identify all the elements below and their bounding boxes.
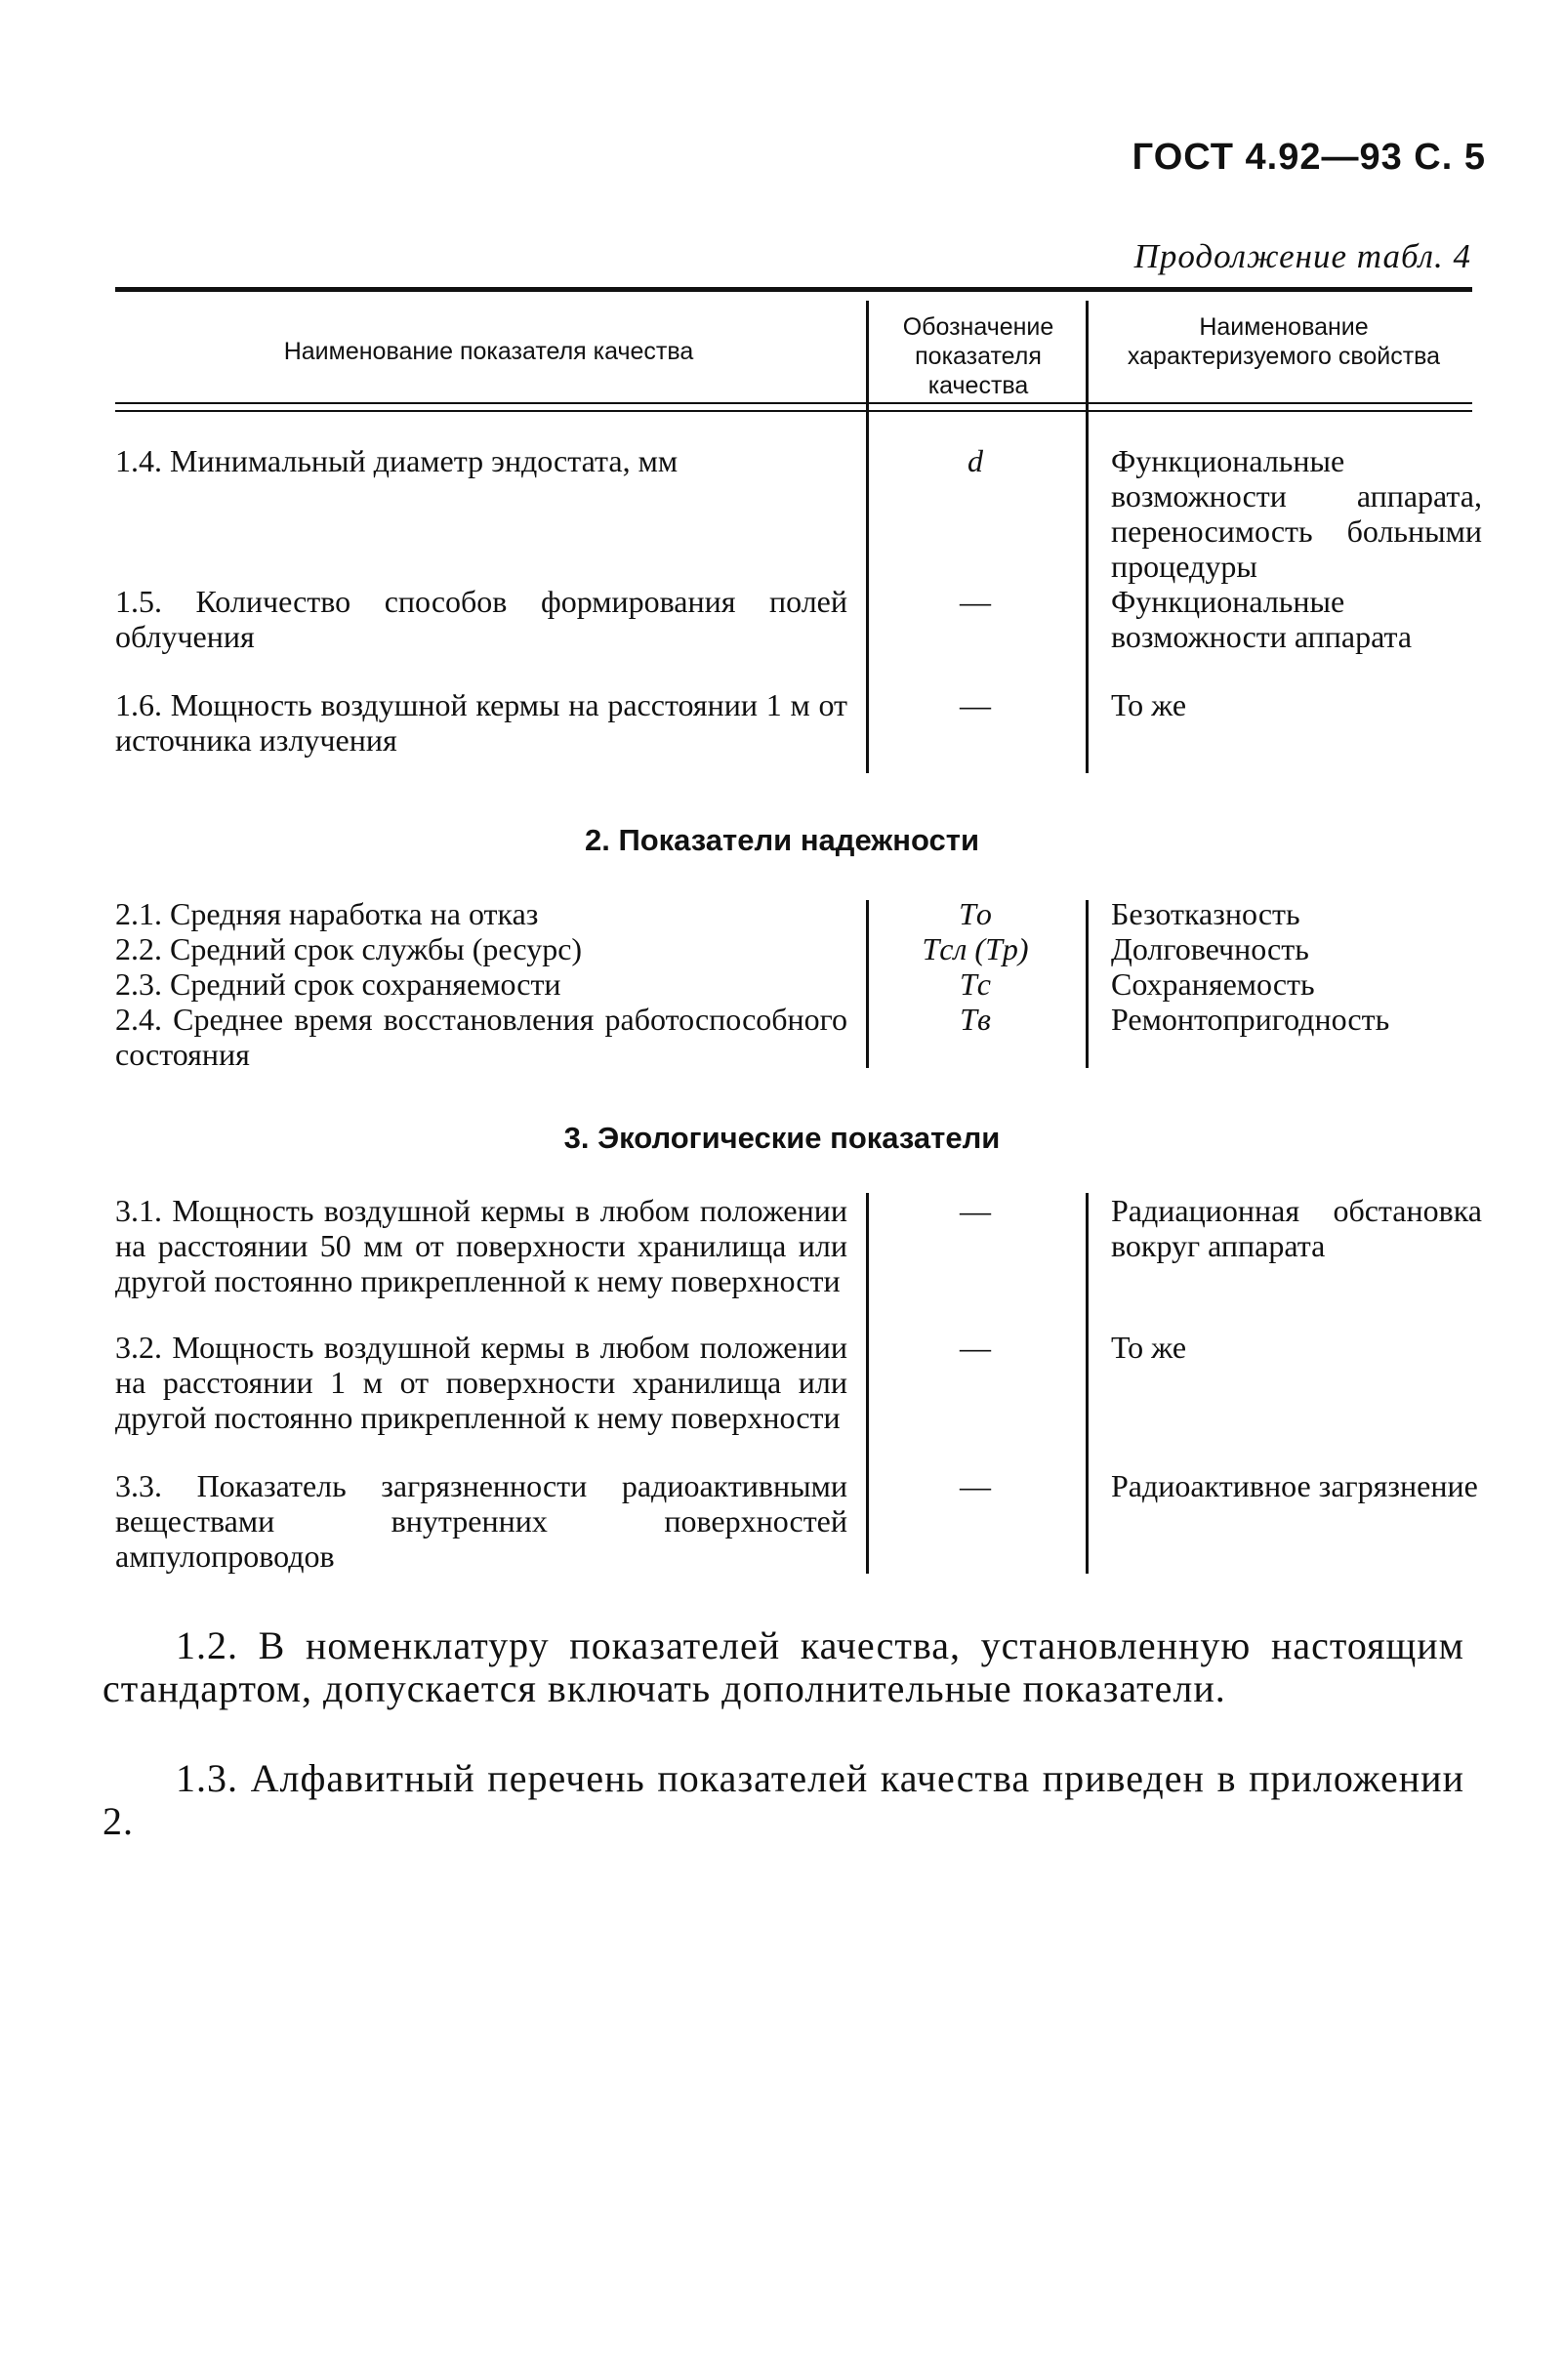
table-top-rule bbox=[115, 287, 1472, 292]
table-row-name: 3.3. Показатель загрязненности радиоактивными веществами внутренних поверхностей ампулопроводов bbox=[115, 1468, 847, 1574]
table-row-name: 2.2. Средний срок службы (ресурс) bbox=[115, 931, 583, 966]
column-header-symbol: Обозначение показателя качества bbox=[902, 313, 1054, 399]
section-title: 2. Показатели надежности bbox=[584, 823, 980, 857]
table-row-name: 1.4. Минимальный диаметр эндостата, мм bbox=[115, 443, 679, 478]
table-row-symbol: Tс bbox=[960, 966, 991, 1002]
table-row-symbol: Tо bbox=[959, 896, 992, 931]
table-row-property: Функциональные возможности аппарата, переносимость больными процедуры bbox=[1111, 443, 1482, 584]
table-row-name: 2.4. Среднее время восстановления работоспособного состояния bbox=[115, 1002, 847, 1072]
page-header: ГОСТ 4.92—93 С. 5 bbox=[1132, 137, 1486, 178]
column-divider bbox=[1086, 1193, 1089, 1574]
table-row-symbol: — bbox=[960, 1468, 991, 1503]
table-row-name: 1.6. Мощность воздушной кермы на расстоянии 1 м от источника излучения bbox=[115, 687, 847, 758]
table-row-name: 2.3. Средний срок сохраняемости bbox=[115, 966, 561, 1002]
table-row-symbol: Tв bbox=[960, 1002, 991, 1037]
table-row-name: 1.5. Количество способов формирования полей облучения bbox=[115, 584, 847, 654]
table-row-property: Функциональные возможности аппарата bbox=[1111, 584, 1413, 654]
table-row-property: Радиоактивное загрязнение bbox=[1111, 1468, 1478, 1503]
paragraph: 1.3. Алфавитный перечень показателей качества приведен в приложении 2. bbox=[103, 1756, 1464, 1843]
header-rule bbox=[115, 402, 1472, 404]
table-row-symbol: d bbox=[967, 443, 983, 478]
header-rule bbox=[115, 410, 1472, 412]
column-divider bbox=[1086, 301, 1089, 773]
table-row-property: Безотказность bbox=[1111, 896, 1300, 931]
table-row-property: Сохраняемость bbox=[1111, 966, 1315, 1002]
column-divider bbox=[866, 301, 869, 773]
paragraph: 1.2. В номенклатуру показателей качества, установленную настоящим стандартом, допускается включать дополнительные показатели. bbox=[103, 1623, 1464, 1710]
table-row-symbol: — bbox=[960, 584, 991, 619]
table-row-name: 3.2. Мощность воздушной кермы в любом положении на расстоянии 1 м от поверхности хранилища или другой постоянно прикрепленной к нему поверхности bbox=[115, 1330, 847, 1435]
table-row-symbol: Tсл (Tр) bbox=[922, 931, 1029, 966]
table-row-property: Долговечность bbox=[1111, 931, 1309, 966]
table-row-symbol: — bbox=[960, 1330, 991, 1365]
table-caption: Продолжение табл. 4 bbox=[1133, 237, 1471, 275]
column-divider bbox=[866, 900, 869, 1068]
table-row-symbol: — bbox=[960, 1193, 991, 1228]
table-row-property: Радиационная обстановка вокруг аппарата bbox=[1111, 1193, 1482, 1263]
table-row-property: То же bbox=[1111, 687, 1187, 722]
column-header-property: Наименование характеризуемого свойства bbox=[1127, 313, 1441, 370]
table-row-name: 3.1. Мощность воздушной кермы в любом положении на расстоянии 50 мм от поверхности хранилища или другой постоянно прикрепленной к нему поверхности bbox=[115, 1193, 847, 1298]
section-title: 3. Экологические показатели bbox=[563, 1121, 1001, 1155]
table-row-property: Ремонтопригодность bbox=[1111, 1002, 1390, 1037]
table-row-symbol: — bbox=[960, 687, 991, 722]
table-row-name: 2.1. Средняя наработка на отказ bbox=[115, 896, 539, 931]
column-header-name: Наименование показателя качества bbox=[283, 338, 694, 365]
column-divider bbox=[866, 1193, 869, 1574]
column-divider bbox=[1086, 900, 1089, 1068]
table-row-property: То же bbox=[1111, 1330, 1187, 1365]
